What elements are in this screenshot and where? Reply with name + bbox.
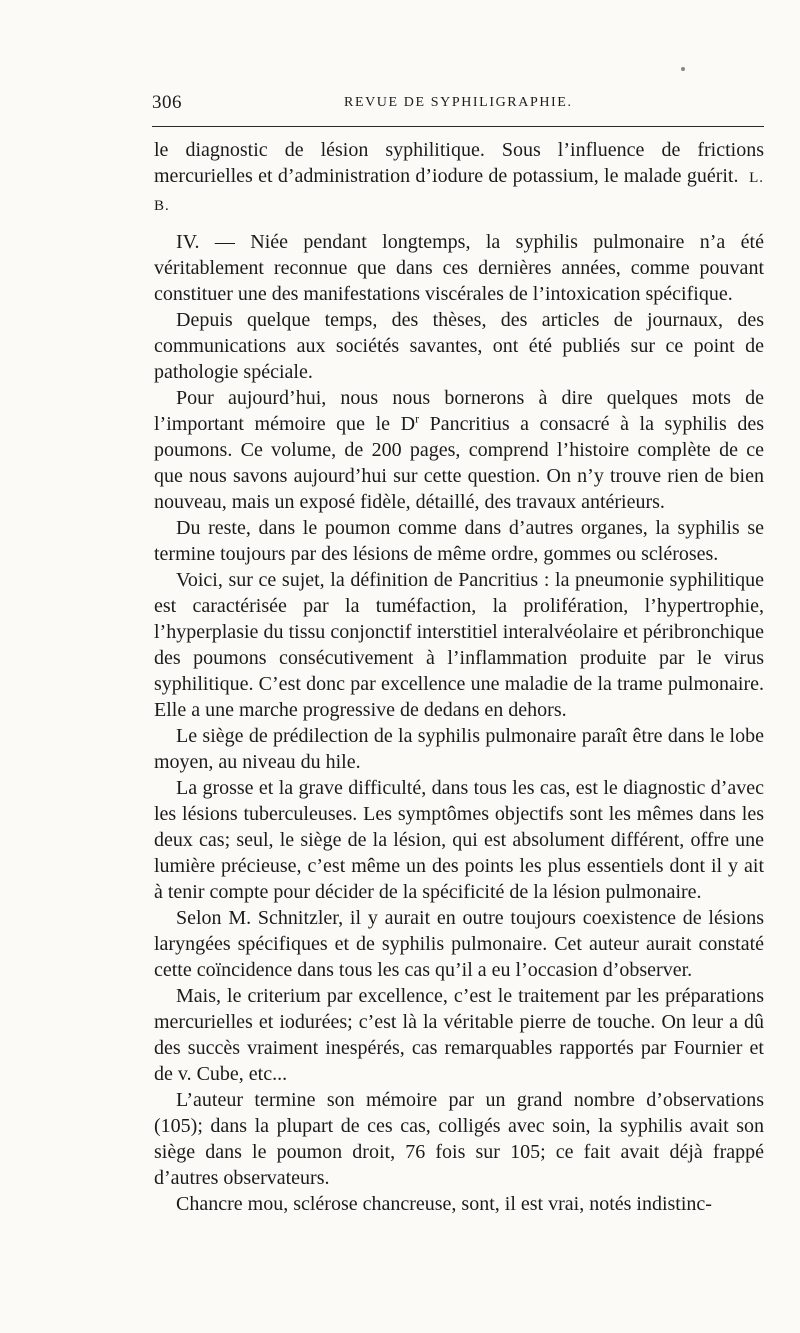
paragraph-text: Selon M. Schnitzler, il y aurait en outre toujours coexistence de lésions laryngées spécifiques et de syphilis pulmonaire. Cet auteur aurait constaté cette coïncidence dans tous les cas qu’il a eu l’occasion d’observer. <box>154 907 764 981</box>
paragraph-text: La grosse et la grave difficulté, dans tous les cas, est le diagnostic d’avec les lésions tuberculeuses. Les symptômes objectifs sont les mêmes dans les deux cas; seul, le siège de la lésion, qui est absolument différent, offre une lumière précieuse, c’est même un des points les plus essentiels dont il y ait à tenir compte pour décider de la spécificité de la lésion pulmonaire. <box>154 777 764 903</box>
paragraph-text: Voici, sur ce sujet, la définition de Pancritius : la pneumonie syphilitique est caractérisée par la tuméfaction, la prolifération, l’hypertrophie, l’hyperplasie du tissu conjonctif interstitiel interalvéolaire et péribronchique des poumons consécutivement à l’inflammation produite par le virus syphilitique. C’est donc par excellence une maladie de la trame pulmonaire. Elle a une marche progressive de dedans en dehors. <box>154 569 764 721</box>
paragraph-text: Du reste, dans le poumon comme dans d’autres organes, la syphilis se termine toujours par des lésions de même ordre, gommes ou scléroses. <box>154 517 764 565</box>
paragraph <box>154 905 764 983</box>
paragraph-text: Pour aujourd’hui, nous nous bornerons à dire quelques mots de l’important mémoire que le D <box>154 387 764 435</box>
running-title: REVUE DE SYPHILIGRAPHIE. <box>344 95 573 110</box>
paragraph <box>154 1087 764 1191</box>
superscript: r <box>415 411 420 426</box>
paragraph <box>154 385 764 515</box>
paragraph-text: Mais, le criterium par excellence, c’est le traitement par les préparations mercurielles et iodurées; c’est là la véritable pierre de touche. On leur a dû des succès vraiment inespérés, cas remarquables rapportés par Fournier et de v. Cube, etc... <box>154 985 764 1085</box>
paragraph-text: Pancritius a consacré à la syphilis des poumons. Ce volume, de 200 pages, comprend l’histoire complète de ce que nous savons aujourd’hui sur cette question. On n’y trouve rien de bien nouveau, mais un exposé fidèle, détaillé, des travaux antérieurs. <box>154 413 764 513</box>
paragraph-text: Chancre mou, sclérose chancreuse, sont, il est vrai, notés indistinc- <box>176 1193 712 1215</box>
body-text <box>154 137 764 1217</box>
page-header <box>152 92 764 116</box>
author-signature: L. B. <box>154 170 764 214</box>
paragraph <box>154 567 764 723</box>
ink-speck <box>681 67 685 71</box>
paragraph-text: Depuis quelque temps, des thèses, des articles de journaux, des communications aux sociétés savantes, ont été publiés sur ce point de pathologie spéciale. <box>154 309 764 383</box>
paragraph <box>154 1191 764 1217</box>
paragraph-text: Le siège de prédilection de la syphilis pulmonaire paraît être dans le lobe moyen, au niveau du hile. <box>154 725 764 773</box>
paragraph-section-iv <box>154 229 764 307</box>
paragraph-text: IV. — Niée pendant longtemps, la syphilis pulmonaire n’a été véritablement reconnue que dans ces dernières années, comme pouvant constituer une des manifestations viscérales de l’intoxication spécifique. <box>154 231 764 305</box>
paragraph <box>154 307 764 385</box>
page-number: 306 <box>152 92 182 113</box>
paragraph <box>154 775 764 905</box>
paragraph <box>154 515 764 567</box>
paragraph <box>154 723 764 775</box>
paragraph-text: le diagnostic de lésion syphilitique. Sous l’influence de frictions mercurielles et d’administration d’iodure de potassium, le malade guérit. <box>154 139 764 187</box>
header-rule <box>152 126 764 127</box>
paragraph-text: L’auteur termine son mémoire par un grand nombre d’observations (105); dans la plupart de ces cas, colligés avec soin, la syphilis avait son siège dans le poumon droit, 76 fois sur 105; ce fait avait déjà frappé d’autres observateurs. <box>154 1089 764 1189</box>
paragraph-continuation <box>154 137 764 219</box>
paragraph <box>154 983 764 1087</box>
